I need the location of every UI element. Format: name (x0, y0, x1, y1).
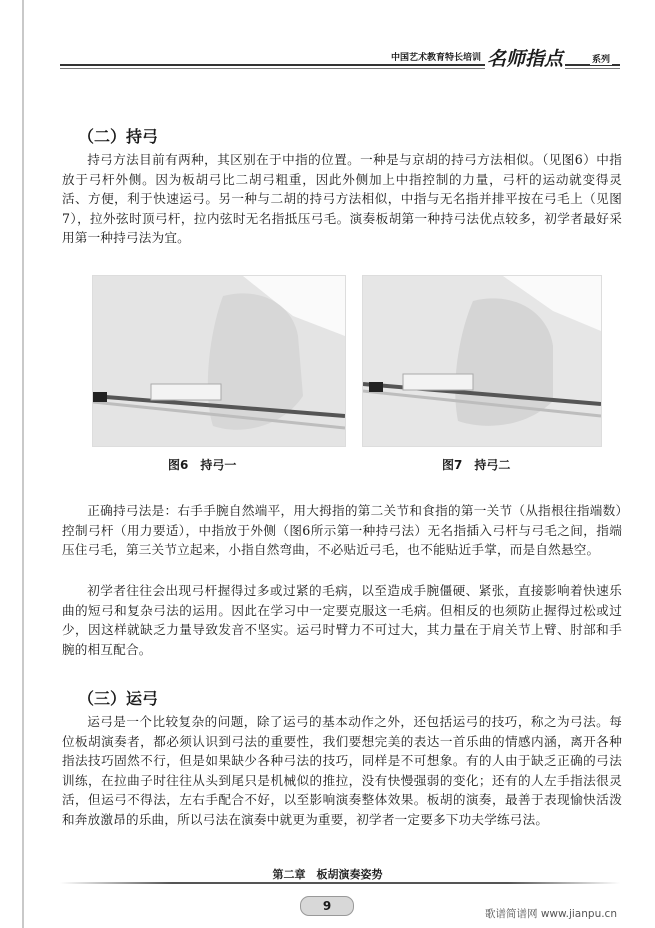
bow-hold-photo-icon (363, 276, 601, 446)
figure-6-caption: 图6 持弓一 (168, 458, 237, 472)
header-text: 中国艺术教育特长培训 (388, 50, 484, 63)
running-header (60, 50, 620, 74)
paragraph-correct-bow-hold: 正确持弓法是：右手手腕自然端平，用大拇指的第二关节和食指的第一关节（从指根往指端数）控制弓杆（用力要适），中指放于外侧（图6所示第一种持弓法）无名指插入弓杆与弓毛之间，指端压住弓毛，第三关节立起来，小指自然弯曲，不必贴近弓毛，也不能贴近手掌，而是自然悬空。 (62, 503, 622, 558)
footer-chapter-title: 第二章 板胡演奏姿势 (272, 868, 383, 881)
footer-rule (60, 882, 620, 884)
paragraph-bowing: 运弓是一个比较复杂的问题，除了运弓的基本动作之外，还包括运弓的技巧，称之为弓法。每位板胡演奏者，都必须认识到弓法的重要性，我们要想完美的表达一首乐曲的情感内涵，离开各种指法技巧固然不行，但是如果缺少各种弓法的技巧，同样是不可想象。有的人由于缺乏正确的弓法训练，在拉曲子时往往从头到尾只是机械似的推拉，没有快慢强弱的变化；还有的人左手指法很灵活，但运弓不得法，左右手配合不好，以至影响演奏整体效果。板胡的演奏，最善于表现愉快活泼和奔放激昂的乐曲，所以弓法在演奏中就更为重要，初学者一定要多下功夫学练弓法。 (62, 714, 622, 827)
figure-6-photo (92, 275, 346, 447)
header-series: 系列 (590, 52, 612, 65)
paragraph-beginner-mistakes: 初学者往往会出现弓杆握得过多或过紧的毛病，以至造成手腕僵硬、紧张，直接影响着快速乐曲的短弓和复杂弓法的运用。因此在学习中一定要克服这一毛病。但相反的也须防止握得过松或过少，因这样就缺乏力量导致发音不坚实。运弓时臂力不可过大，其力量在于肩关节上臂、肘部和手腕的相互配合。 (62, 583, 622, 657)
figure-7-photo (362, 275, 602, 447)
bow-hold-photo-icon (93, 276, 345, 446)
header-brand-logo: 名师指点 (485, 44, 565, 71)
paragraph-bow-hold-intro: 持弓方法目前有两种，其区别在于中指的位置。一种是与京胡的持弓方法相似。（见图6）中指放于弓杆外侧。因为板胡弓比二胡弓粗重，因此外侧加上中指控制的力量，弓杆的运动就变得灵活、方便，利于快速运弓。另一种与二胡的持弓方法相似，中指与无名指并排平按在弓毛上（见图7），拉外弦时顶弓杆，拉内弦时无名指抵压弓毛。演奏板胡第一种持弓法优点较多，初学者最好采用第一种持弓法为宜。 (62, 152, 622, 246)
section-title-bowing: （三）运弓 (78, 689, 159, 708)
page-edge (22, 0, 24, 928)
figure-7-caption: 图7 持弓二 (442, 458, 511, 472)
section-title-bow-hold: （二）持弓 (78, 127, 159, 146)
watermark: 歌谱简谱网 www.jianpu.cn (485, 908, 617, 920)
page-number: 9 (300, 896, 354, 916)
